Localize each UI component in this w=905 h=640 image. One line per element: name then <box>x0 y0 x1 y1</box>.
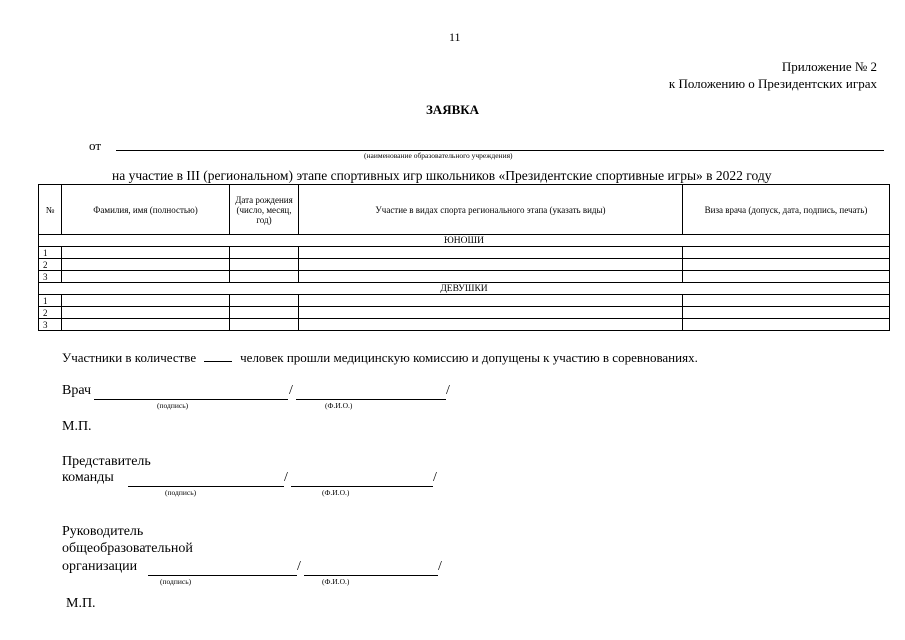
stamp-label: М.П. <box>62 419 92 434</box>
visa-cell[interactable] <box>683 271 890 283</box>
name-cell[interactable] <box>62 319 230 331</box>
birth-cell[interactable] <box>230 247 299 259</box>
birth-cell[interactable] <box>230 271 299 283</box>
visa-cell[interactable] <box>683 295 890 307</box>
sports-cell[interactable] <box>299 319 683 331</box>
birth-cell[interactable] <box>230 295 299 307</box>
name-cell[interactable] <box>62 271 230 283</box>
head-slash-end: / <box>438 559 442 574</box>
application-table <box>38 184 890 331</box>
header-name: Фамилия, имя (полностью) <box>62 185 230 235</box>
head-signature-caption: (подпись) <box>160 577 192 586</box>
birth-cell[interactable] <box>230 259 299 271</box>
header-doctor-visa: Виза врача (допуск, дата, подпись, печать) <box>683 185 890 235</box>
name-cell[interactable] <box>62 259 230 271</box>
representative-label-line-2: команды <box>62 470 114 485</box>
participants-text-before: Участники в количестве <box>62 350 197 365</box>
table-row <box>39 307 890 319</box>
table-row <box>39 319 890 331</box>
institution-caption: (наименование образовательного учреждения) <box>364 151 513 160</box>
head-name-line[interactable] <box>304 575 438 576</box>
document-title: ЗАЯВКА <box>425 102 480 117</box>
section-title: ДЕВУШКИ <box>39 283 890 295</box>
participants-statement <box>62 350 698 366</box>
visa-cell[interactable] <box>683 259 890 271</box>
head-signature-line[interactable] <box>148 575 297 576</box>
table-header-row <box>39 185 890 235</box>
head-slash: / <box>297 559 301 574</box>
doctor-signature-line[interactable] <box>94 399 288 400</box>
representative-name-line[interactable] <box>291 486 433 487</box>
head-label-line-1: Руководитель <box>62 524 144 539</box>
table-row <box>39 259 890 271</box>
appendix-header <box>669 58 877 92</box>
sports-cell[interactable] <box>299 295 683 307</box>
appendix-line-1: Приложение № 2 <box>781 59 877 74</box>
doctor-name-line[interactable] <box>296 399 446 400</box>
representative-slash: / <box>284 470 288 485</box>
name-cell[interactable] <box>62 247 230 259</box>
participants-text-after: человек прошли медицинскую комиссию и допущены к участию в соревнованиях. <box>240 350 698 365</box>
table-row <box>39 295 890 307</box>
participant-count-field[interactable] <box>204 350 232 362</box>
head-name-caption: (Ф.И.О.) <box>322 577 350 586</box>
sports-cell[interactable] <box>299 247 683 259</box>
doctor-slash-end: / <box>446 383 450 398</box>
birth-cell[interactable] <box>230 307 299 319</box>
appendix-line-2: к Положению о Президентских играх <box>668 76 877 91</box>
representative-signature-caption: (подпись) <box>165 488 197 497</box>
page-number: 11 <box>449 30 461 44</box>
name-cell[interactable] <box>62 307 230 319</box>
visa-cell[interactable] <box>683 319 890 331</box>
visa-cell[interactable] <box>683 247 890 259</box>
representative-label-line-1: Представитель <box>62 454 151 469</box>
head-label-line-2: общеобразовательной <box>62 541 193 556</box>
birth-cell[interactable] <box>230 319 299 331</box>
doctor-slash: / <box>289 383 293 398</box>
intro-text: на участие в III (региональном) этапе спортивных игр школьников «Президентские спортивные игры» в 2022 году <box>112 168 772 183</box>
visa-cell[interactable] <box>683 307 890 319</box>
section-row-boys <box>39 235 890 247</box>
name-cell[interactable] <box>62 295 230 307</box>
sports-cell[interactable] <box>299 259 683 271</box>
row-number: 1 <box>39 247 62 259</box>
row-number: 3 <box>39 319 62 331</box>
representative-slash-end: / <box>433 470 437 485</box>
row-number: 2 <box>39 307 62 319</box>
doctor-label: Врач <box>62 383 92 398</box>
stamp-label-2: М.П. <box>66 596 96 611</box>
head-label-line-3: организации <box>62 559 138 574</box>
row-number: 3 <box>39 271 62 283</box>
table-row <box>39 247 890 259</box>
representative-signature-line[interactable] <box>128 486 284 487</box>
sports-cell[interactable] <box>299 307 683 319</box>
row-number: 1 <box>39 295 62 307</box>
sports-cell[interactable] <box>299 271 683 283</box>
header-sports: Участие в видах спорта регионального этапа (указать виды) <box>299 185 683 235</box>
doctor-signature-caption: (подпись) <box>157 401 189 410</box>
section-title: ЮНОШИ <box>39 235 890 247</box>
from-label: от <box>89 138 102 153</box>
doctor-name-caption: (Ф.И.О.) <box>325 401 353 410</box>
header-birth-date: Дата рождения (число, месяц, год) <box>230 185 299 235</box>
section-row-girls <box>39 283 890 295</box>
header-number: № <box>39 185 62 235</box>
table-row <box>39 271 890 283</box>
representative-name-caption: (Ф.И.О.) <box>322 488 350 497</box>
row-number: 2 <box>39 259 62 271</box>
